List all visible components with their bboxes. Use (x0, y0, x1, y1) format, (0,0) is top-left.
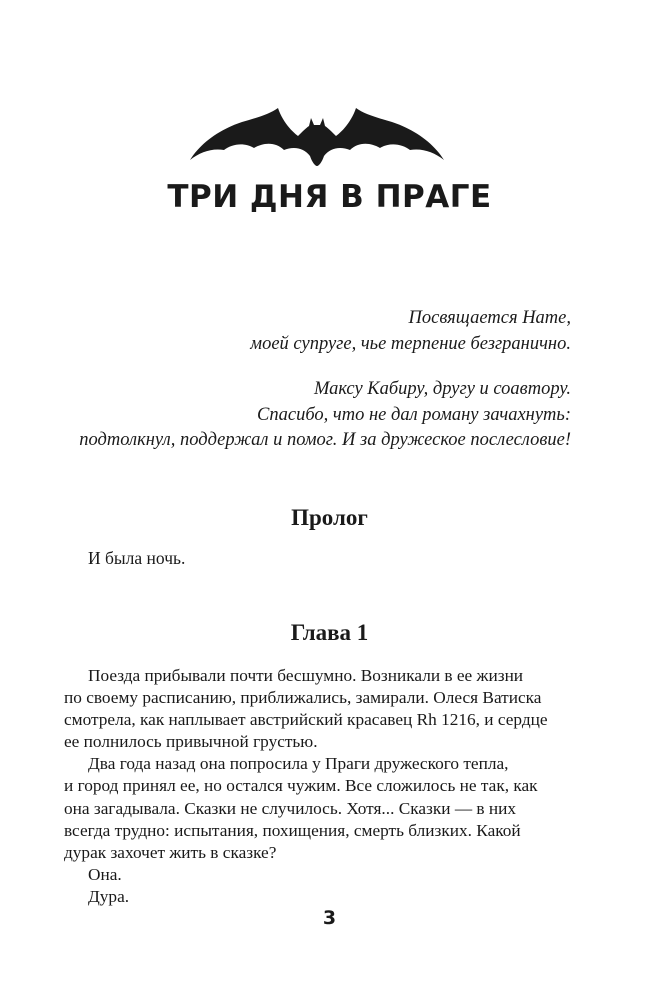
dedication-line: Спасибо, что не дал роману зачахнуть: (257, 404, 571, 425)
text-line: по своему расписанию, приближались, замирали. Олеся Ватиска (64, 688, 542, 708)
text-line: дурак захочет жить в сказке? (64, 842, 277, 862)
text-line: Два года назад она попросила у Праги дружеского тепла, (88, 754, 509, 774)
text-line: и город принял ее, но остался чужим. Все сложилось не так, как (64, 776, 538, 796)
chapter-heading: Глава 1 (290, 620, 369, 645)
text-line: всегда трудно: испытания, похищения, смерть близких. Какой (64, 820, 521, 840)
page-number: 3 (322, 907, 337, 929)
chapter-body (64, 665, 578, 908)
dedication-line: Посвящается Нате, (408, 308, 571, 328)
text-line: Поезда прибывали почти бесшумно. Возникали в ее жизни (88, 666, 524, 685)
prologue-heading: Пролог (291, 505, 368, 530)
book-title: ТРИ ДНЯ В ПРАГЕ (167, 179, 492, 215)
dedication-line: Максу Кабиру, другу и соавтору. (314, 379, 571, 399)
prologue-text: И была ночь. (88, 548, 186, 568)
dedication-line: подтолкнул, поддержал и помог. И за дружеское послесловие! (79, 430, 571, 450)
text-line: она загадывала. Сказки не случилось. Хотя... Сказки — в них (64, 798, 517, 818)
dedication-line: моей супруге, чье терпение безгранично. (250, 333, 571, 354)
text-line: Дура. (88, 886, 130, 906)
bat-ornament-icon (190, 108, 444, 166)
text-line: ее полнилось привычной грустью. (64, 732, 318, 752)
text-line: Она. (88, 864, 122, 884)
text-line: смотрела, как наплывает австрийский красавец Rh 1216, и сердце (64, 710, 548, 730)
dedication (51, 306, 571, 454)
